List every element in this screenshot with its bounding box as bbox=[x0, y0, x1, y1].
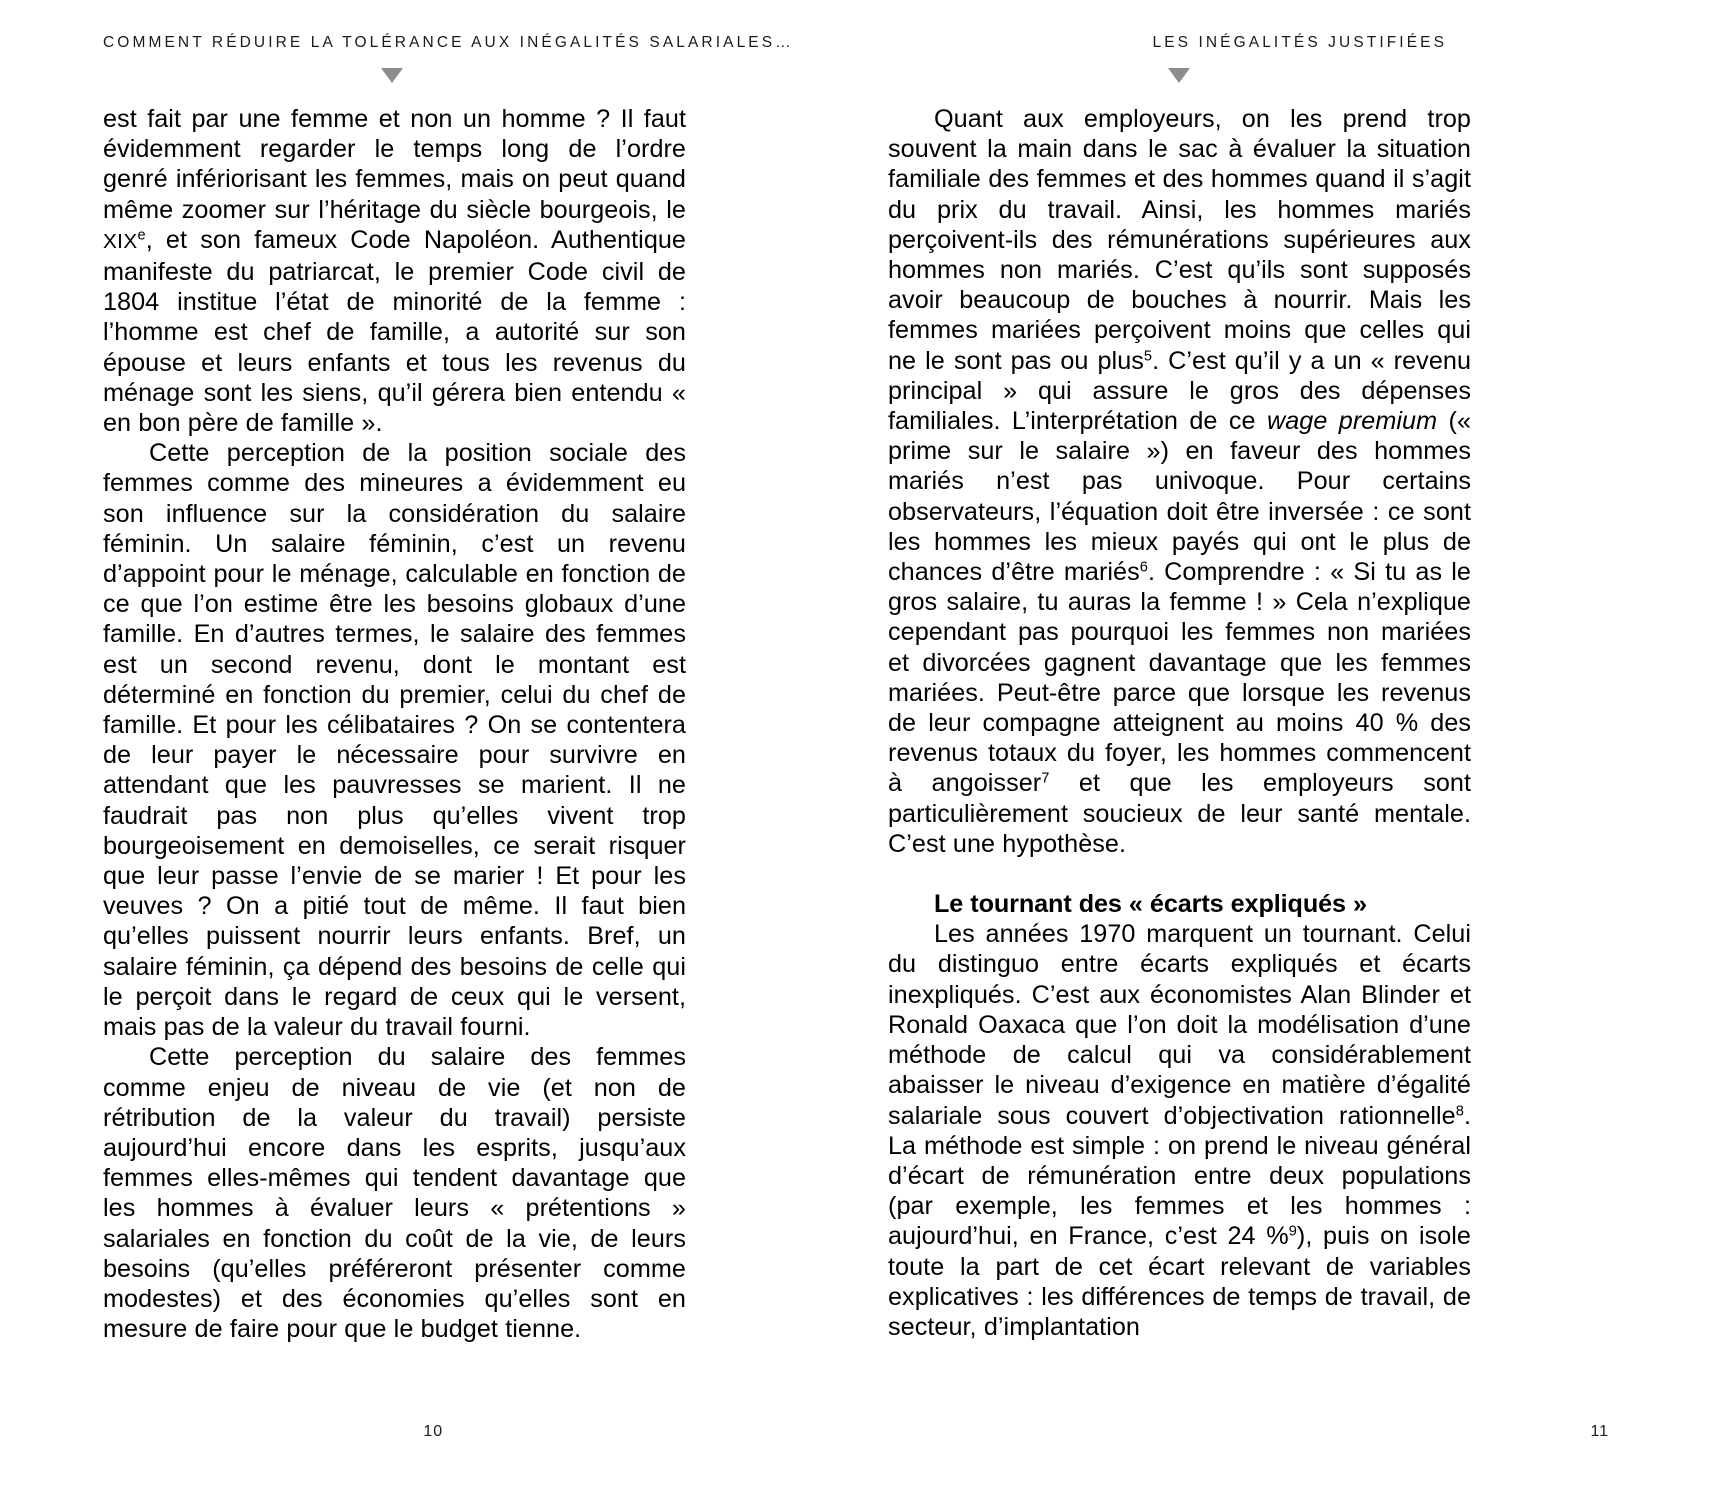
footnote-marker: 6 bbox=[1139, 559, 1148, 576]
footnote-marker: 8 bbox=[1455, 1103, 1464, 1120]
folio-left: 10 bbox=[423, 1423, 444, 1440]
running-head-left: COMMENT RÉDUIRE LA TOLÉRANCE AUX INÉGALITÉS SALARIALES… bbox=[103, 34, 794, 51]
triangle-down-icon bbox=[1168, 68, 1190, 83]
text-run: . C’est qu’il y a un « revenu principal » qui assure le gros des dépenses familiales. L’interprétation de ce bbox=[888, 346, 1471, 436]
text-run: est fait par une femme et non un homme ? Il faut évidemment regarder le temps long de l’ordre genré infériorisant les femmes, mais on peut quand même zoomer sur l’héritage du siècle bourgeois, le bbox=[103, 105, 686, 224]
text-run: (« prime sur le salaire ») en faveur des hommes mariés n’est pas univoque. Pour certains observateurs, l’équation doit être inversée : ce sont les hommes les mieux payés qui ont le plus de chances d’être mariés bbox=[888, 407, 1472, 587]
paragraph bbox=[103, 1042, 686, 1344]
footnote-marker: e bbox=[137, 227, 146, 244]
paragraph bbox=[103, 104, 686, 438]
right-page-text-column bbox=[888, 104, 1471, 1342]
small-caps-text: XIX bbox=[103, 229, 138, 253]
footnote-marker: 5 bbox=[1143, 348, 1153, 365]
text-run: Quant aux employeurs, on les prend trop souvent la main dans le sac à évaluer la situation familiale des femmes et des hommes quand il s’agit du prix du travail. Ainsi, les hommes mariés perçoivent-ils des rémunérations supérieures aux hommes non mariés. C’est qu’ils sont supposés avoir beaucoup de bouches à nourrir. Mais les femmes mariées perçoivent moins que celles qui ne le sont pas ou plus bbox=[888, 105, 1471, 375]
text-run: et que les employeurs sont particulièrement soucieux de leur santé mentale. C’est une hypothèse. bbox=[888, 769, 1471, 858]
footnote-marker: 9 bbox=[1288, 1223, 1297, 1240]
paragraph bbox=[888, 919, 1471, 1342]
text-run: Les années 1970 marquent un tournant. Celui du distinguo entre écarts expliqués et écarts inexpliqués. C’est aux économistes Alan Blinder et Ronald Oaxaca que l’on doit la modélisation d’une méthode de calcul qui va considérablement abaisser le niveau d’exigence en matière d’égalité salariale sous couvert d’objectivation rationnelle bbox=[888, 920, 1471, 1130]
triangle-down-icon bbox=[381, 68, 403, 83]
paragraph bbox=[103, 438, 686, 1042]
left-page-text-column bbox=[103, 104, 686, 1344]
text-run: Cette perception de la position sociale des femmes comme des mineures a évidemment eu son influence sur la considération du salaire féminin. Un salaire féminin, c’est un revenu d’appoint pour le ménage, calculable en fonction de ce que l’on estime être les besoins globaux d’une famille. En d’autres termes, le salaire des femmes est un second revenu, dont le montant est déterminé en fonction du premier, celui du chef de famille. Et pour les célibataires ? On se contentera de leur payer le nécessaire pour survivre en attendant que les pauvresses se marient. Il ne faudrait pas non plus qu’elles vivent trop bourgeoisement en demoiselles, ce serait risquer que leur passe l’envie de se marier ! Et pour les veuves ? On a pitié tout de même. Il faut bien qu’elles puissent nourrir leurs enfants. Bref, un salaire féminin, ça dépend des besoins de celle qui le perçoit dans le regard de ceux qui le versent, mais pas de la valeur du travail fourni. bbox=[103, 439, 686, 1042]
folio-right: 11 bbox=[1590, 1423, 1610, 1440]
right-page bbox=[867, 0, 1733, 1497]
text-run: ), puis on isole toute la part de cet écart relevant de variables explicatives : les différences de temps de travail, de secteur, d’implantation bbox=[888, 1222, 1471, 1341]
running-head-right: LES INÉGALITÉS JUSTIFIÉES bbox=[1152, 34, 1448, 51]
text-run: . La méthode est simple : on prend le niveau général d’écart de rémunération entre deux populations (par exemple, les femmes et les hommes : aujourd’hui, en France, c’est 24 % bbox=[888, 1101, 1471, 1251]
text-run: Cette perception du salaire des femmes comme enjeu de niveau de vie (et non de rétribution de la valeur du travail) persiste aujourd’hui encore dans les esprits, jusqu’aux femmes elles-mêmes qui tendent davantage que les hommes à évaluer leurs « prétentions » salariales en fonction du coût de la vie, de leurs besoins (qu’elles préféreront présenter comme modestes) et des économies qu’elles sont en mesure de faire pour que le budget tienne. bbox=[103, 1043, 686, 1344]
section-subheading: Le tournant des « écarts expliqués » bbox=[934, 890, 1367, 919]
text-run: , et son fameux Code Napoléon. Authentique manifeste du patriarcat, le premier Code civil de 1804 institue l’état de minorité de la femme : l’homme est chef de famille, a autorité sur son épouse et leurs enfants et tous les revenus du ménage sont les siens, qu’il gérera bien entendu « en bon père de famille ». bbox=[103, 225, 686, 438]
paragraph bbox=[888, 104, 1471, 859]
text-run: . Comprendre : « Si tu as le gros salaire, tu auras la femme ! » Cela n’explique cependant pas pourquoi les femmes non mariées et divorcées gagnent davantage que les femmes mariées. Peut-être parce que lorsque les revenus de leur compagne atteignent au moins 40 % des revenus totaux du foyer, les hommes commencent à angoisser bbox=[888, 558, 1471, 798]
footnote-marker: 7 bbox=[1041, 771, 1050, 787]
italic-term: wage premium bbox=[1266, 407, 1438, 436]
